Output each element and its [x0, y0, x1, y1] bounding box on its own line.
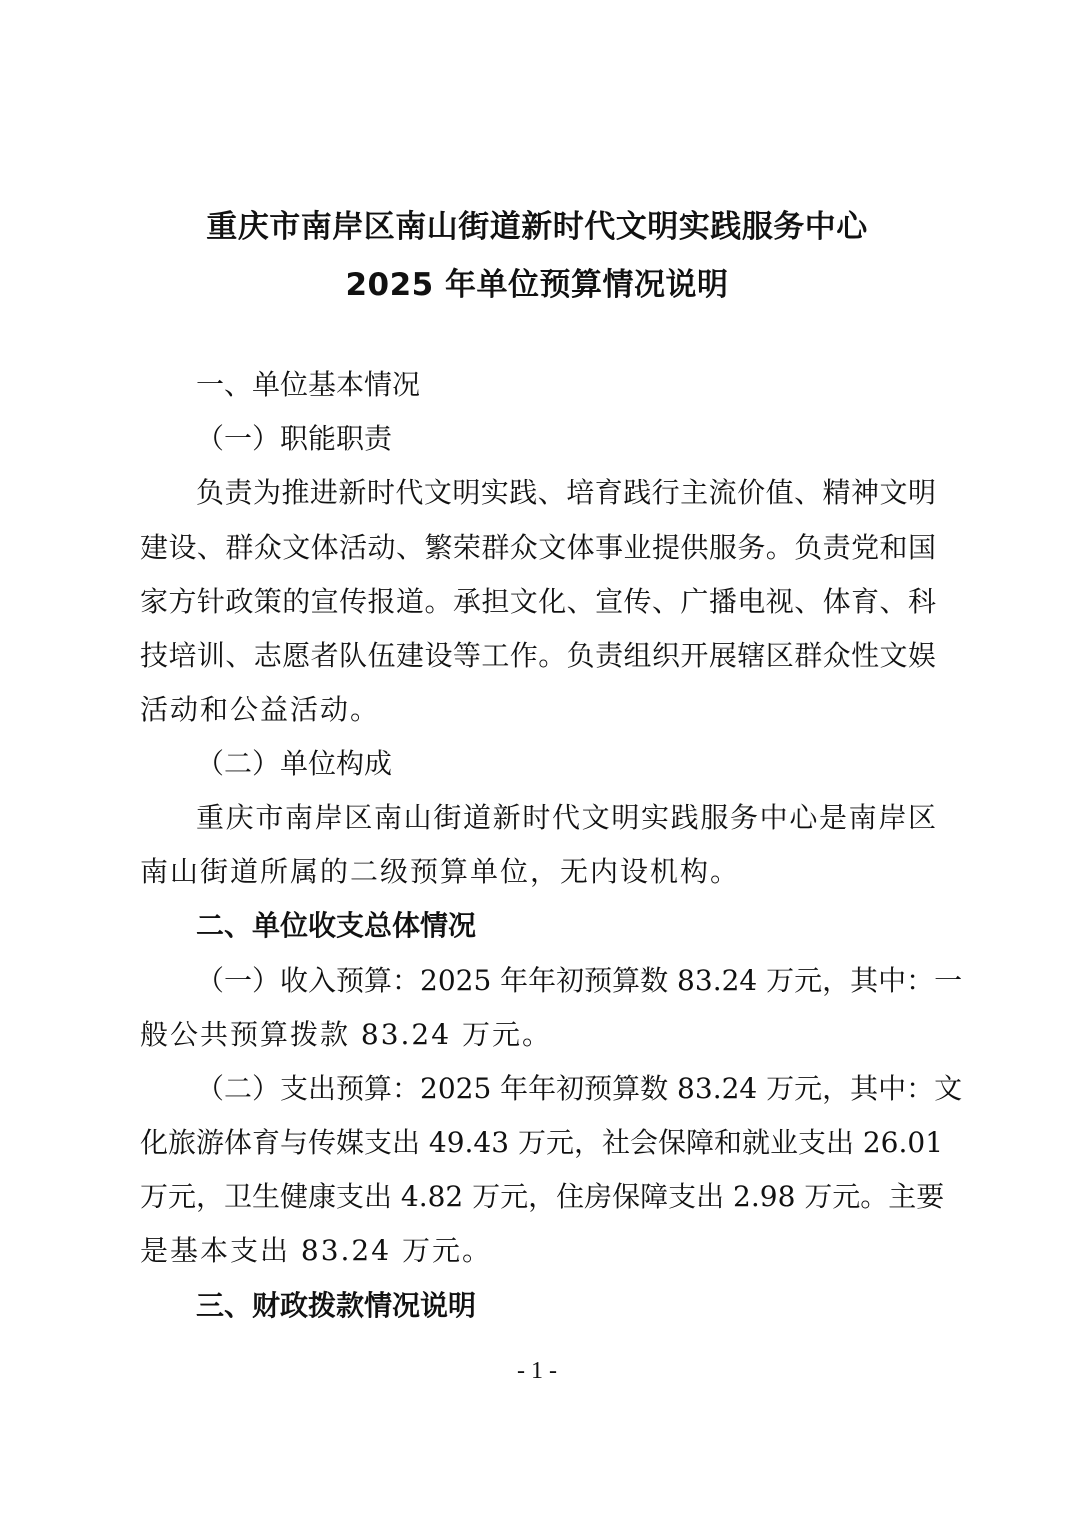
paragraph-line: 家方针政策的宣传报道。承担文化、宣传、广播电视、体育、科 — [140, 585, 936, 618]
paragraph-line: 万元，卫生健康支出 4.82 万元，住房保障支出 2.98 万元。主要 — [140, 1180, 945, 1213]
paragraph-line: 般公共预算拨款 83.24 万元。 — [140, 1018, 552, 1051]
section-1-heading: 一、单位基本情况 — [196, 368, 421, 401]
document-title-line-1: 重庆市南岸区南山街道新时代文明实践服务中心 — [206, 209, 868, 245]
section-2-heading: 二、单位收支总体情况 — [196, 909, 477, 942]
paragraph-line: 负责为推进新时代文明实践、培育践行主流价值、精神文明 — [196, 476, 936, 509]
paragraph-line: 建设、群众文体活动、繁荣群众文体事业提供服务。负责党和国 — [140, 531, 936, 564]
section-3-heading: 三、财政拨款情况说明 — [196, 1289, 477, 1322]
paragraph-line: 技培训、志愿者队伍建设等工作。负责组织开展辖区群众性文娱 — [140, 639, 936, 672]
section-1-sub-2-heading: （二）单位构成 — [196, 747, 393, 780]
page-number: - 1 - — [517, 1358, 557, 1384]
paragraph-line: 是基本支出 83.24 万元。 — [140, 1234, 492, 1267]
document-title-line-2: 2025 年单位预算情况说明 — [345, 267, 729, 303]
paragraph-line: 化旅游体育与传媒支出 49.43 万元，社会保障和就业支出 26.01 — [140, 1126, 944, 1159]
paragraph-line: 重庆市南岸区南山街道新时代文明实践服务中心是南岸区 — [196, 801, 936, 834]
paragraph-line: （二）支出预算：2025 年年初预算数 83.24 万元，其中：文 — [196, 1072, 963, 1105]
section-1-sub-1-heading: （一）职能职责 — [196, 422, 393, 455]
paragraph-line: （一）收入预算：2025 年年初预算数 83.24 万元，其中：一 — [196, 964, 963, 997]
paragraph-line: 活动和公益活动。 — [140, 693, 381, 726]
paragraph-line: 南山街道所属的二级预算单位，无内设机构。 — [140, 855, 741, 888]
